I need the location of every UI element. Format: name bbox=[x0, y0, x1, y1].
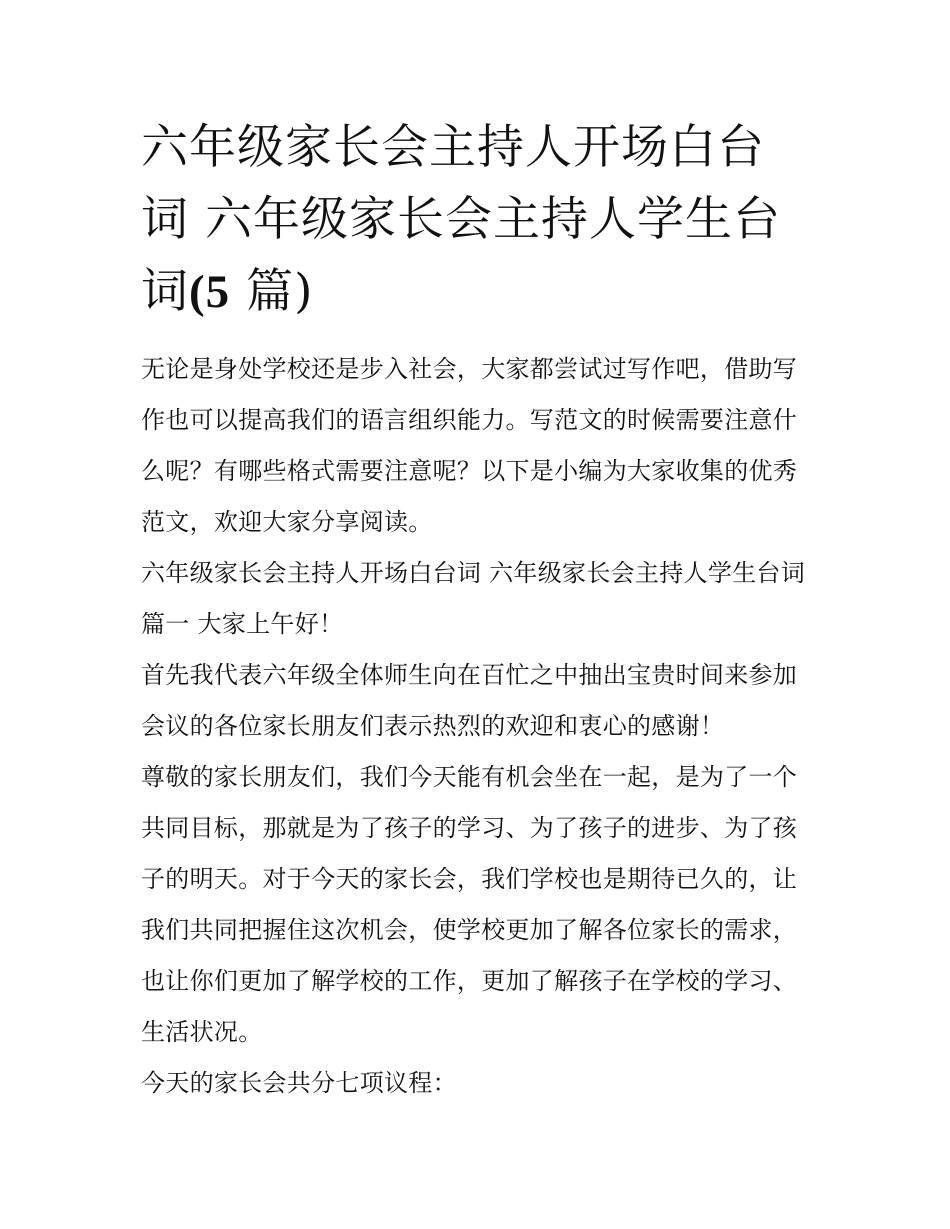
title-main-text: 六年级家长会主持人开场白台词 六年级家长会主持人学生台词 bbox=[141, 120, 781, 319]
paragraph-purpose: 尊敬的家长朋友们，我们今天能有机会坐在一起，是为了一个共同目标，那就是为了孩子的学习、为了孩子的进步、为了孩子的明天。对于今天的家长会，我们学校也是期待已久的，让我们共同把握住这次机会，使学校更加了解各位家长的需求，也让你们更加了解学校的工作，更加了解孩子在学校的学习、生活状况。 bbox=[141, 763, 798, 1046]
paragraph-intro: 无论是身处学校还是步入社会，大家都尝试过写作吧，借助写作也可以提高我们的语言组织能力。写范文的时候需要注意什么呢？有哪些格式需要注意呢？以下是小编为大家收集的优秀范文，欢迎大家分享阅读。 bbox=[141, 355, 798, 536]
paragraph-heading-part1: 六年级家长会主持人开场白台词 六年级家长会主持人学生台词篇一 大家上午好！ bbox=[141, 559, 806, 638]
paragraph-agenda-intro: 今天的家长会共分七项议程： bbox=[141, 1069, 457, 1097]
title-count-suffix: 篇) bbox=[246, 264, 314, 319]
title-count-number: (5 bbox=[189, 266, 231, 318]
document-body bbox=[141, 344, 812, 1109]
paragraph-welcome: 首先我代表六年级全体师生向在百忙之中抽出宝贵时间来参加会议的各位家长朋友们表示热烈的欢迎和衷心的感谢！ bbox=[141, 661, 798, 740]
document-title bbox=[141, 112, 812, 328]
